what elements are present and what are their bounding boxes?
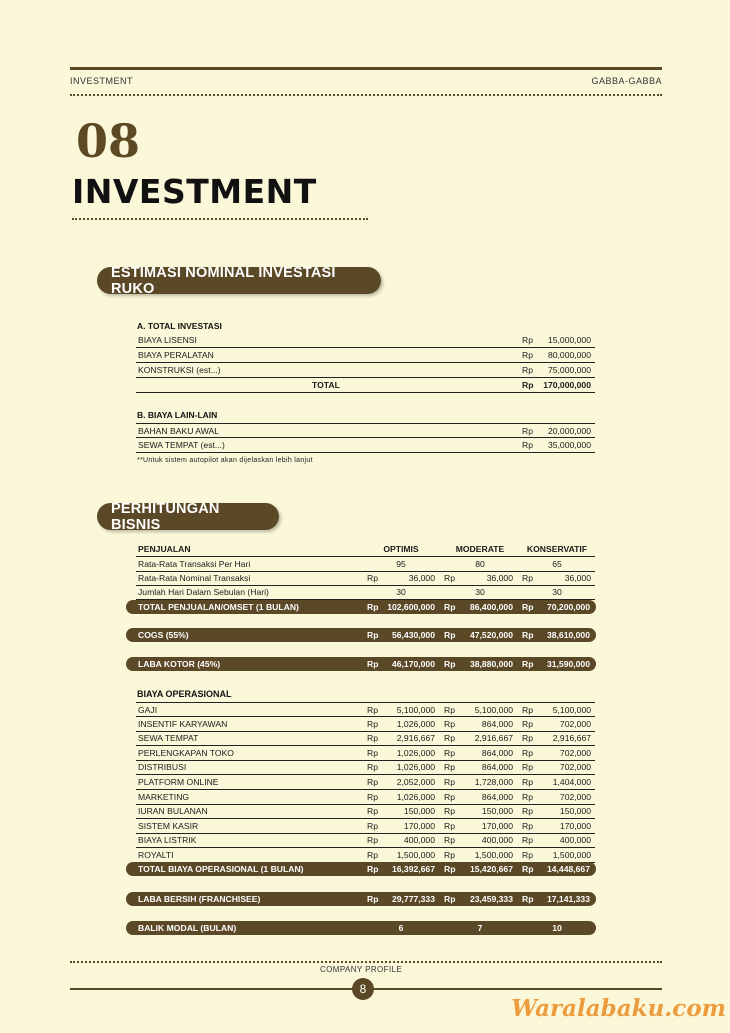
value-optimis: 1,026,000 — [396, 762, 435, 773]
cogs-bar — [126, 628, 596, 642]
value-moderate: 1,728,000 — [474, 777, 513, 787]
value-optimis: 1,500,000 — [396, 850, 435, 860]
value-konservatif: 1,500,000 — [552, 850, 591, 860]
currency: Rp — [444, 762, 455, 773]
currency: Rp — [367, 747, 378, 758]
header-top-rule — [70, 67, 662, 70]
value-konservatif: 30 — [552, 587, 562, 597]
currency: Rp — [522, 791, 533, 802]
value-konservatif: 31,590,000 — [546, 659, 590, 669]
currency: Rp — [367, 777, 378, 787]
currency: Rp — [522, 659, 534, 669]
table-header-row — [136, 542, 595, 557]
row-label: GAJI — [138, 705, 158, 715]
table-row — [136, 760, 595, 775]
value-konservatif: 170,000 — [559, 820, 591, 831]
table-row — [136, 717, 595, 732]
currency: Rp — [444, 573, 455, 583]
value-moderate: 864,000 — [481, 791, 513, 802]
currency: Rp — [522, 894, 534, 904]
currency: Rp — [367, 659, 379, 669]
col-penjualan: PENJUALAN — [138, 544, 191, 554]
currency: Rp — [522, 365, 533, 375]
table-row — [136, 848, 595, 863]
section-heading-investasi: ESTIMASI NOMINAL INVESTASI RUKO — [97, 267, 381, 294]
value-optimis: 1,026,000 — [396, 791, 435, 802]
value-moderate: 15,420,667 — [469, 864, 513, 874]
balik-modal-bar — [126, 921, 596, 935]
value-moderate: 86,400,000 — [469, 602, 513, 612]
value-optimis: 2,052,000 — [396, 777, 435, 787]
value-konservatif: 38,610,000 — [546, 630, 590, 640]
row-label: Jumlah Hari Dalam Sebulan (Hari) — [138, 587, 269, 597]
value-konservatif: 70,200,000 — [546, 602, 590, 612]
currency: Rp — [367, 705, 378, 715]
value-konservatif: 5,100,000 — [552, 705, 591, 715]
value-moderate: 1,500,000 — [474, 850, 513, 860]
currency: Rp — [522, 630, 534, 640]
currency: Rp — [522, 426, 533, 436]
row-label: KONSTRUKSI (est...) — [138, 365, 221, 375]
currency: Rp — [444, 791, 455, 802]
currency: Rp — [444, 659, 456, 669]
bar-label: COGS (55%) — [138, 630, 189, 640]
value-moderate: 30 — [475, 587, 485, 597]
col-moderate: MODERATE — [455, 544, 505, 554]
currency: Rp — [367, 718, 378, 729]
currency: Rp — [444, 718, 455, 729]
row-label: SISTEM KASIR — [138, 820, 199, 831]
value-moderate: 23,459,333 — [469, 894, 513, 904]
chapter-number: 08 — [76, 114, 141, 168]
value-konservatif: 1,404,000 — [552, 777, 591, 787]
table-row — [136, 775, 595, 790]
row-label: Rata-Rata Nominal Transaksi — [138, 573, 251, 583]
bar-label: TOTAL BIAYA OPERASIONAL (1 BULAN) — [138, 864, 304, 874]
currency: Rp — [522, 335, 533, 345]
col-optimis: OPTIMIS — [383, 544, 419, 554]
currency: Rp — [522, 733, 533, 744]
laba-bersih-bar — [126, 892, 596, 906]
value-moderate: 864,000 — [481, 718, 513, 729]
currency: Rp — [444, 850, 455, 860]
currency: Rp — [367, 573, 378, 583]
currency: Rp — [367, 820, 378, 831]
amount: 35,000,000 — [547, 440, 591, 450]
total-row — [136, 378, 595, 393]
currency: Rp — [367, 850, 378, 860]
currency: Rp — [444, 747, 455, 758]
row-label: BIAYA PERALATAN — [138, 350, 214, 360]
currency: Rp — [367, 791, 378, 802]
currency: Rp — [522, 718, 533, 729]
currency: Rp — [367, 630, 379, 640]
table-row — [136, 348, 595, 363]
bar-label: LABA KOTOR (45%) — [138, 659, 221, 669]
value-moderate: 864,000 — [481, 747, 513, 758]
footnote: **Untuk sistem autopilot akan dijelaskan lebih lanjut — [137, 457, 313, 464]
currency: Rp — [522, 705, 533, 715]
value-optimis: 102,600,000 — [387, 602, 435, 612]
value-moderate: 47,520,000 — [469, 630, 513, 640]
footer-label: COMPANY PROFILE — [320, 965, 403, 974]
currency: Rp — [522, 777, 533, 787]
biaya-lain-heading: B. BIAYA LAIN-LAIN — [137, 410, 218, 420]
table-row — [136, 746, 595, 761]
value-moderate: 150,000 — [481, 806, 513, 817]
currency: Rp — [522, 602, 534, 612]
row-label: PERLENGKAPAN TOKO — [138, 747, 234, 758]
bar-label: TOTAL PENJUALAN/OMSET (1 BULAN) — [138, 602, 299, 612]
value-konservatif: 702,000 — [559, 791, 591, 802]
value-optimis: 6 — [398, 923, 404, 933]
currency: Rp — [444, 777, 455, 787]
watermark-logo: Waralabaku.com — [511, 995, 726, 1022]
currency: Rp — [367, 894, 379, 904]
value-optimis: 5,100,000 — [396, 705, 435, 715]
value-konservatif: 702,000 — [559, 747, 591, 758]
value-konservatif: 150,000 — [559, 806, 591, 817]
value-konservatif: 2,916,667 — [552, 733, 591, 744]
currency: Rp — [444, 705, 455, 715]
currency: Rp — [522, 835, 533, 846]
total-label: TOTAL — [312, 380, 340, 390]
table-row — [136, 585, 595, 600]
value-optimis: 1,026,000 — [396, 718, 435, 729]
bar-label: BALIK MODAL (BULAN) — [138, 923, 237, 933]
currency: Rp — [522, 820, 533, 831]
row-label: DISTRIBUSI — [138, 762, 187, 773]
row-label: MARKETING — [138, 791, 190, 802]
value-moderate: 36,000 — [486, 573, 513, 583]
row-label: INSENTIF KARYAWAN — [138, 718, 228, 729]
table-row — [136, 423, 595, 438]
value-optimis: 2,916,667 — [396, 733, 435, 744]
table-row — [136, 557, 595, 572]
table-row — [136, 363, 595, 378]
currency: Rp — [522, 762, 533, 773]
row-label: BAHAN BAKU AWAL — [138, 426, 220, 436]
value-konservatif: 702,000 — [559, 718, 591, 729]
currency: Rp — [522, 380, 534, 390]
currency: Rp — [444, 894, 456, 904]
currency: Rp — [444, 820, 455, 831]
currency: Rp — [444, 864, 456, 874]
row-label: PLATFORM ONLINE — [138, 777, 219, 787]
value-optimis: 29,777,333 — [391, 894, 435, 904]
amount: 15,000,000 — [547, 335, 591, 345]
table-row — [136, 819, 595, 834]
table-row — [136, 438, 595, 453]
value-moderate: 864,000 — [481, 762, 513, 773]
footer-dotted-rule — [70, 961, 662, 963]
value-konservatif: 17,141,333 — [546, 894, 590, 904]
amount: 80,000,000 — [547, 350, 591, 360]
value-optimis: 30 — [396, 587, 406, 597]
value-optimis: 56,430,000 — [391, 630, 435, 640]
row-label: BIAYA LISTRIK — [138, 835, 197, 846]
header-left-label: INVESTMENT — [70, 76, 134, 86]
currency: Rp — [444, 602, 456, 612]
section-heading-perhitungan: PERHITUNGAN BISNIS — [97, 503, 279, 530]
value-konservatif: 10 — [552, 923, 562, 933]
currency: Rp — [522, 440, 533, 450]
page-number: 8 — [352, 978, 374, 1000]
value-moderate: 170,000 — [481, 820, 513, 831]
biaya-operasional-heading: BIAYA OPERASIONAL — [137, 689, 232, 699]
currency: Rp — [522, 850, 533, 860]
value-moderate: 80 — [475, 559, 485, 569]
page-title: INVESTMENT — [72, 172, 317, 211]
value-optimis: 1,026,000 — [396, 747, 435, 758]
value-moderate: 7 — [477, 923, 483, 933]
value-konservatif: 702,000 — [559, 762, 591, 773]
currency: Rp — [522, 806, 533, 817]
currency: Rp — [444, 835, 455, 846]
total-penjualan-bar — [126, 600, 596, 614]
value-konservatif: 14,448,667 — [546, 864, 590, 874]
value-moderate: 38,880,000 — [469, 659, 513, 669]
value-optimis: 46,170,000 — [391, 659, 435, 669]
bar-label: LABA BERSIH (FRANCHISEE) — [138, 894, 261, 904]
total-opex-bar — [126, 862, 596, 876]
currency: Rp — [522, 573, 533, 583]
value-optimis: 170,000 — [403, 820, 435, 831]
total-amount: 170,000,000 — [543, 380, 591, 390]
table-row — [136, 702, 595, 717]
row-label: Rata-Rata Transaksi Per Hari — [138, 559, 251, 569]
value-konservatif: 400,000 — [559, 835, 591, 846]
amount: 20,000,000 — [547, 426, 591, 436]
row-label: SEWA TEMPAT — [138, 733, 199, 744]
table-row — [136, 731, 595, 746]
table-row — [136, 333, 595, 348]
laba-kotor-bar — [126, 657, 596, 671]
currency: Rp — [444, 806, 455, 817]
col-konservatif: KONSERVATIF — [526, 544, 588, 554]
value-konservatif: 65 — [552, 559, 562, 569]
currency: Rp — [522, 864, 534, 874]
amount: 75,000,000 — [547, 365, 591, 375]
currency: Rp — [367, 835, 378, 846]
table-row — [136, 804, 595, 819]
value-konservatif: 36,000 — [564, 573, 591, 583]
currency: Rp — [367, 806, 378, 817]
currency: Rp — [367, 602, 379, 612]
currency: Rp — [522, 350, 533, 360]
total-investasi-heading: A. TOTAL INVESTASI — [137, 321, 222, 331]
row-label: ROYALTI — [138, 850, 174, 860]
table-row — [136, 833, 595, 848]
row-label: SEWA TEMPAT (est...) — [138, 440, 225, 450]
value-optimis: 150,000 — [403, 806, 435, 817]
value-optimis: 36,000 — [408, 573, 435, 583]
table-row — [136, 571, 595, 586]
title-dotted-rule — [72, 218, 368, 220]
value-optimis: 95 — [396, 559, 406, 569]
row-label: IURAN BULANAN — [138, 806, 208, 817]
currency: Rp — [444, 630, 456, 640]
currency: Rp — [367, 762, 378, 773]
table-row — [136, 790, 595, 805]
value-optimis: 400,000 — [403, 835, 435, 846]
currency: Rp — [522, 747, 533, 758]
header-dotted-rule — [70, 94, 662, 96]
value-optimis: 16,392,667 — [391, 864, 435, 874]
value-moderate: 5,100,000 — [474, 705, 513, 715]
currency: Rp — [367, 864, 379, 874]
header-right-label: GABBA-GABBA — [591, 76, 662, 86]
value-moderate: 400,000 — [481, 835, 513, 846]
currency: Rp — [367, 733, 378, 744]
currency: Rp — [444, 733, 455, 744]
value-moderate: 2,916,667 — [474, 733, 513, 744]
row-label: BIAYA LISENSI — [138, 335, 197, 345]
